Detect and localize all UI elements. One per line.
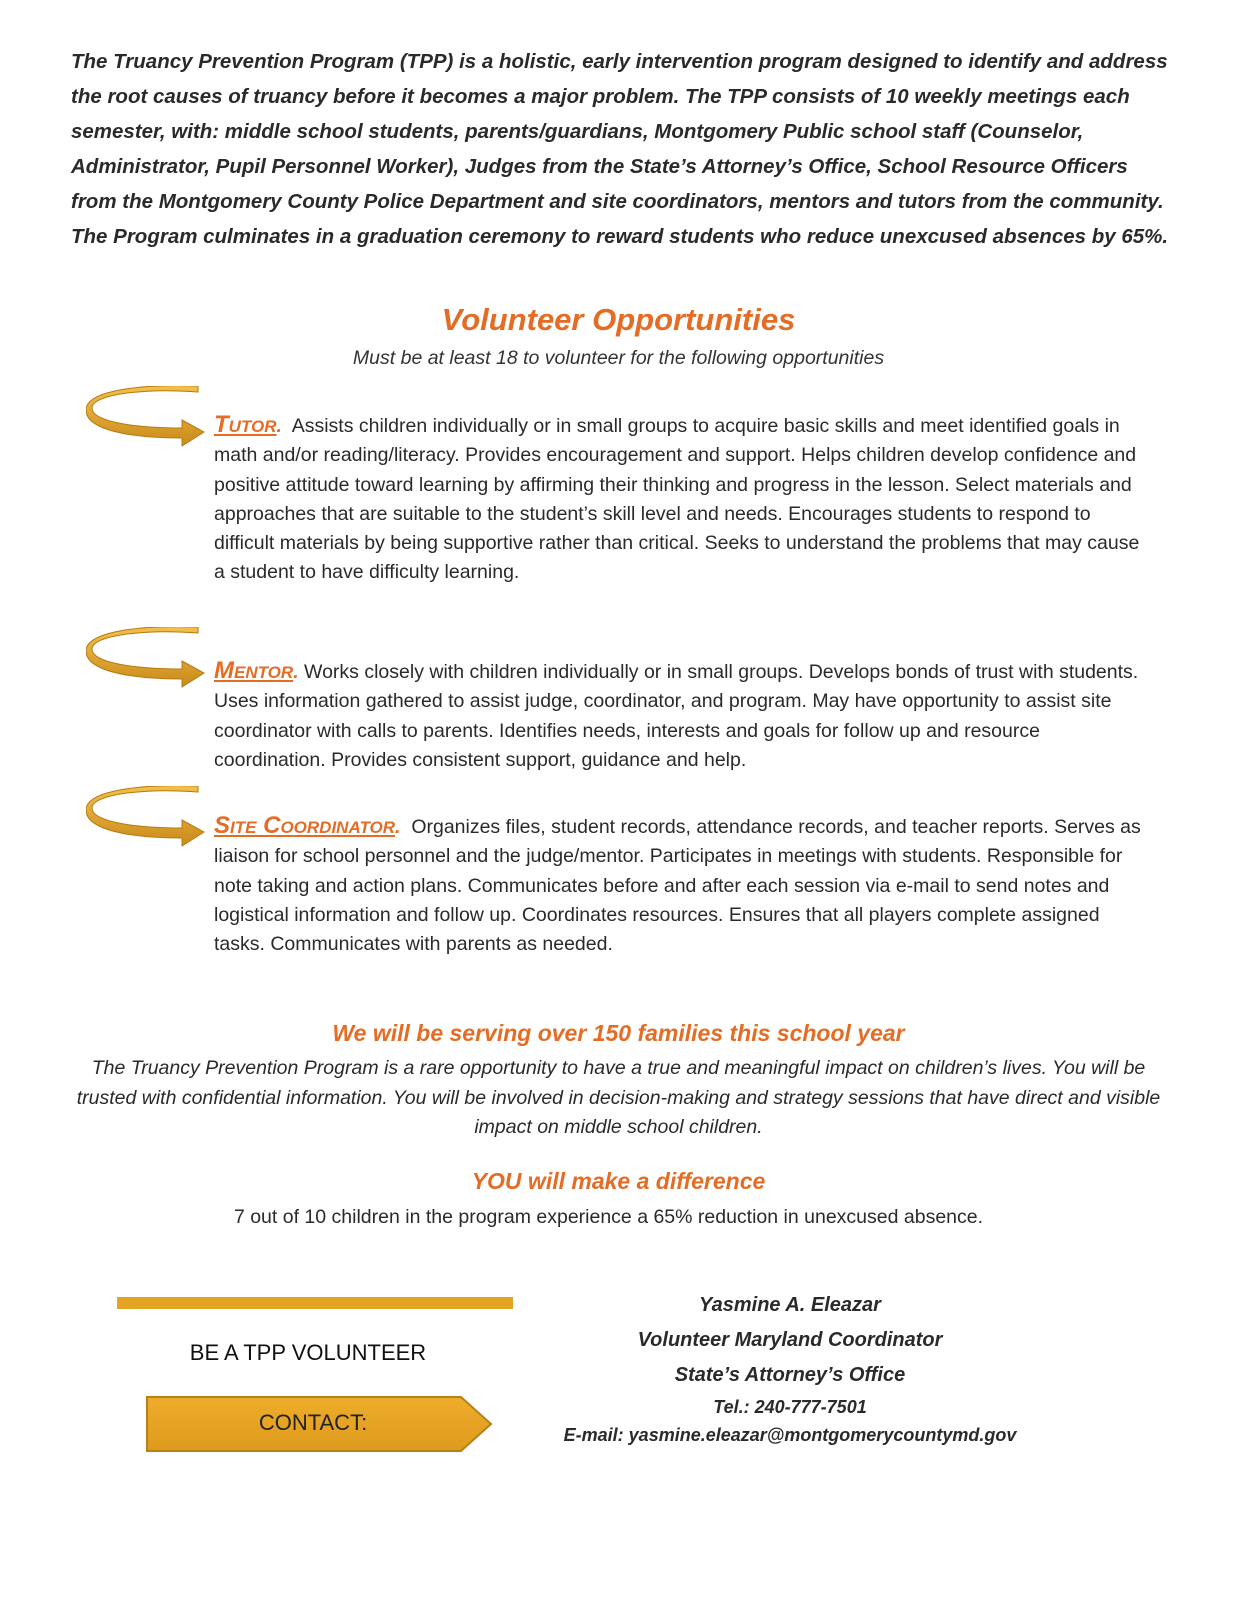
contact-label: CONTACT:: [258, 1410, 368, 1435]
role-mentor: Mentor. Works closely with children individually or in small groups. Develops bonds of trust with students. Uses information gathered to assist judge, coordinator, and program. May have opportunity to assist site coordinator with calls to parents. Identifies needs, interests and goals for follow up and resource coordination. Provides consistent support, guidance and help.: [214, 657, 1139, 771]
families-description: The Truancy Prevention Program is a rare opportunity to have a true and meaningful impact on children’s lives. You will be trusted with confidential information. You will be involved in decision-making and strategy sessions that have direct and visible impact on middle school children.: [76, 1057, 1161, 1138]
volunteer-opportunities-title: Volunteer Opportunities: [441, 302, 796, 337]
role-description: Assists children individually or in small groups to acquire basic skills and meet identified goals in math and/or reading/literacy. Provides encouragement and support. Helps children develop confidence and positive attitude toward learning by affirming their thinking and progress in the lesson. Select materials and approaches that are suitable to the student’s skill level and needs. Encourages students to respond to difficult materials by being supportive rather than critical. Seeks to understand the problems that may cause a student to have difficulty learning.: [214, 415, 1140, 584]
difference-heading: YOU will make a difference: [471, 1168, 766, 1194]
role-name: Site Coordinator: [214, 812, 396, 839]
contact-name: Yasmine A. Eleazar: [699, 1294, 881, 1316]
volunteer-age-requirement: Must be at least 18 to volunteer for the following opportunities: [352, 347, 885, 369]
contact-title: Volunteer Maryland Coordinator: [637, 1329, 943, 1351]
curved-arrow-icon: [86, 386, 206, 452]
contact-details: [520, 1288, 1060, 1449]
contact-email[interactable]: E-mail: yasmine.eleazar@montgomerycountymd.gov: [563, 1425, 1017, 1445]
role-description: Organizes files, student records, attendance records, and teacher reports. Serves as liaison for school personnel and the judge/mentor. Participates in meetings with students. Responsible for note taking and action plans. Communicates before and after each session via e-mail to send notes and logistical information and follow up. Coordinates resources. Ensures that all players complete assigned tasks. Communicates with parents as needed.: [214, 816, 1141, 956]
gold-divider-bar: [117, 1297, 513, 1309]
curved-arrow-icon: [86, 786, 206, 852]
role-name: Tutor: [214, 411, 277, 438]
curved-arrow-icon: [86, 627, 206, 693]
be-a-volunteer-text: BE A TPP VOLUNTEER: [189, 1340, 427, 1365]
role-name: Mentor: [214, 657, 294, 684]
role-tutor: Tutor. Assists children individually or in small groups to acquire basic skills and meet identified goals in math and/or reading/literacy. Provides encouragement and support. Helps children develop confidence and positive attitude toward learning by affirming their thinking and progress in the lesson. Select materials and approaches that are suitable to the student’s skill level and needs. Encourages students to respond to difficult materials by being supportive rather than critical. Seeks to understand the problems that may cause a student to have difficulty learning.: [214, 411, 1140, 584]
role-site-coordinator: Site Coordinator. Organizes files, student records, attendance records, and teacher reports. Serves as liaison for school personnel and the judge/mentor. Participates in meetings with students. Responsible for note taking and action plans. Communicates before and after each session via e-mail to send notes and logistical information and follow up. Coordinates resources. Ensures that all players complete assigned tasks. Communicates with parents as needed.: [214, 812, 1141, 956]
intro-paragraph: The Truancy Prevention Program (TPP) is a holistic, early intervention program designed to identify and address the root causes of truancy before it becomes a major problem. The TPP consists of 10 weekly meetings each semester, with: middle school students, parents/guardians, Montgomery Public school staff (Counselor, Administrator, Pupil Personnel Worker), Judges from the State’s Attorney’s Office, School Resource Officers from the Montgomery County Police Department and site coordinators, mentors and tutors from the community. The Program culminates in a graduation ceremony to reward students who reduce unexcused absences by 65%.: [71, 50, 1169, 248]
difference-statistic: 7 out of 10 children in the program experience a 65% reduction in unexcused absence.: [233, 1206, 984, 1228]
contact-office: State’s Attorney’s Office: [674, 1364, 906, 1386]
families-heading: We will be serving over 150 families this school year: [332, 1020, 905, 1046]
role-description: Works closely with children individually or in small groups. Develops bonds of trust with students. Uses information gathered to assist judge, coordinator, and program. May have opportunity to assist site coordinator with calls to parents. Identifies needs, interests and goals for follow up and resource coordination. Provides consistent support, guidance and help.: [214, 661, 1139, 771]
contact-phone: Tel.: 240-777-7501: [713, 1397, 867, 1417]
